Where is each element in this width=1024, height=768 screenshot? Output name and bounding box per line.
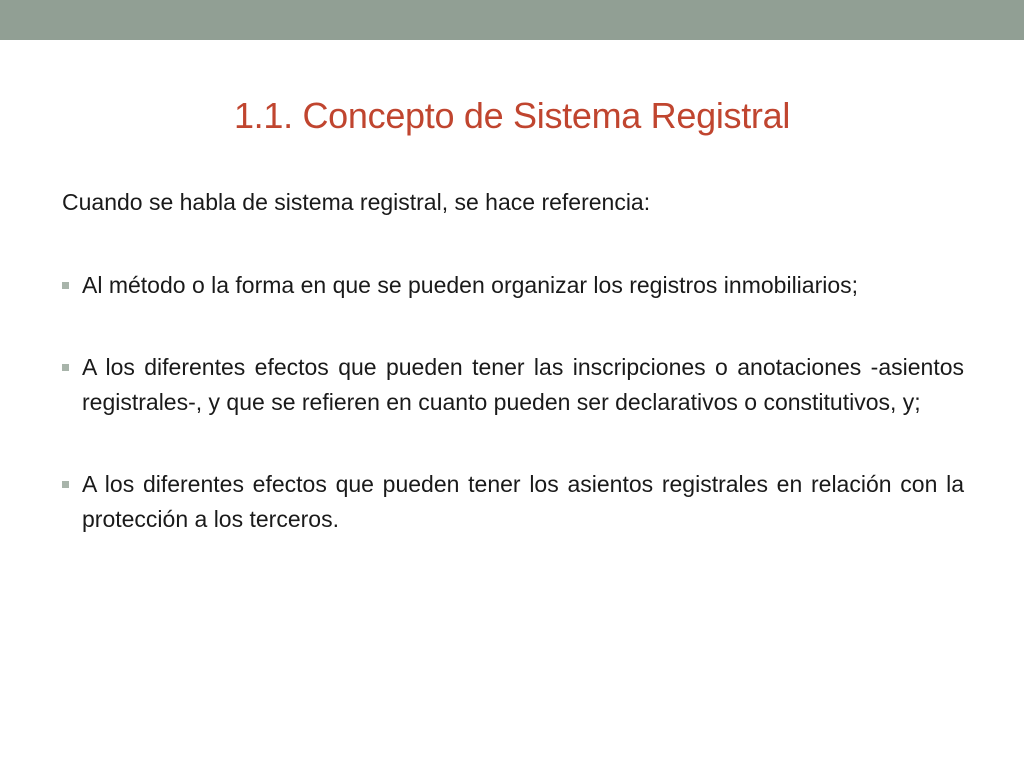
- bullet-text: Al método o la forma en que se pueden organizar los registros inmobiliarios;: [82, 272, 859, 298]
- bullet-item: [62, 350, 964, 420]
- intro-text: Cuando se habla de sistema registral, se hace referencia:: [62, 189, 651, 215]
- bullet-item: [62, 467, 964, 537]
- slide-title: 1.1. Concepto de Sistema Registral: [233, 95, 791, 136]
- top-decorative-band: [0, 0, 1024, 40]
- bullet-text: A los diferentes efectos que pueden tener los asientos registrales en relación con la protección a los terceros.: [82, 471, 964, 532]
- bullet-list: [62, 268, 964, 537]
- bullet-item: [62, 268, 964, 303]
- bullet-text: A los diferentes efectos que pueden tener las inscripciones o anotaciones -asientos registrales-, y que se refieren en cuanto pueden ser declarativos o constitutivos, y;: [82, 354, 964, 415]
- square-bullet-icon: [62, 364, 69, 371]
- square-bullet-icon: [62, 481, 69, 488]
- square-bullet-icon: [62, 282, 69, 289]
